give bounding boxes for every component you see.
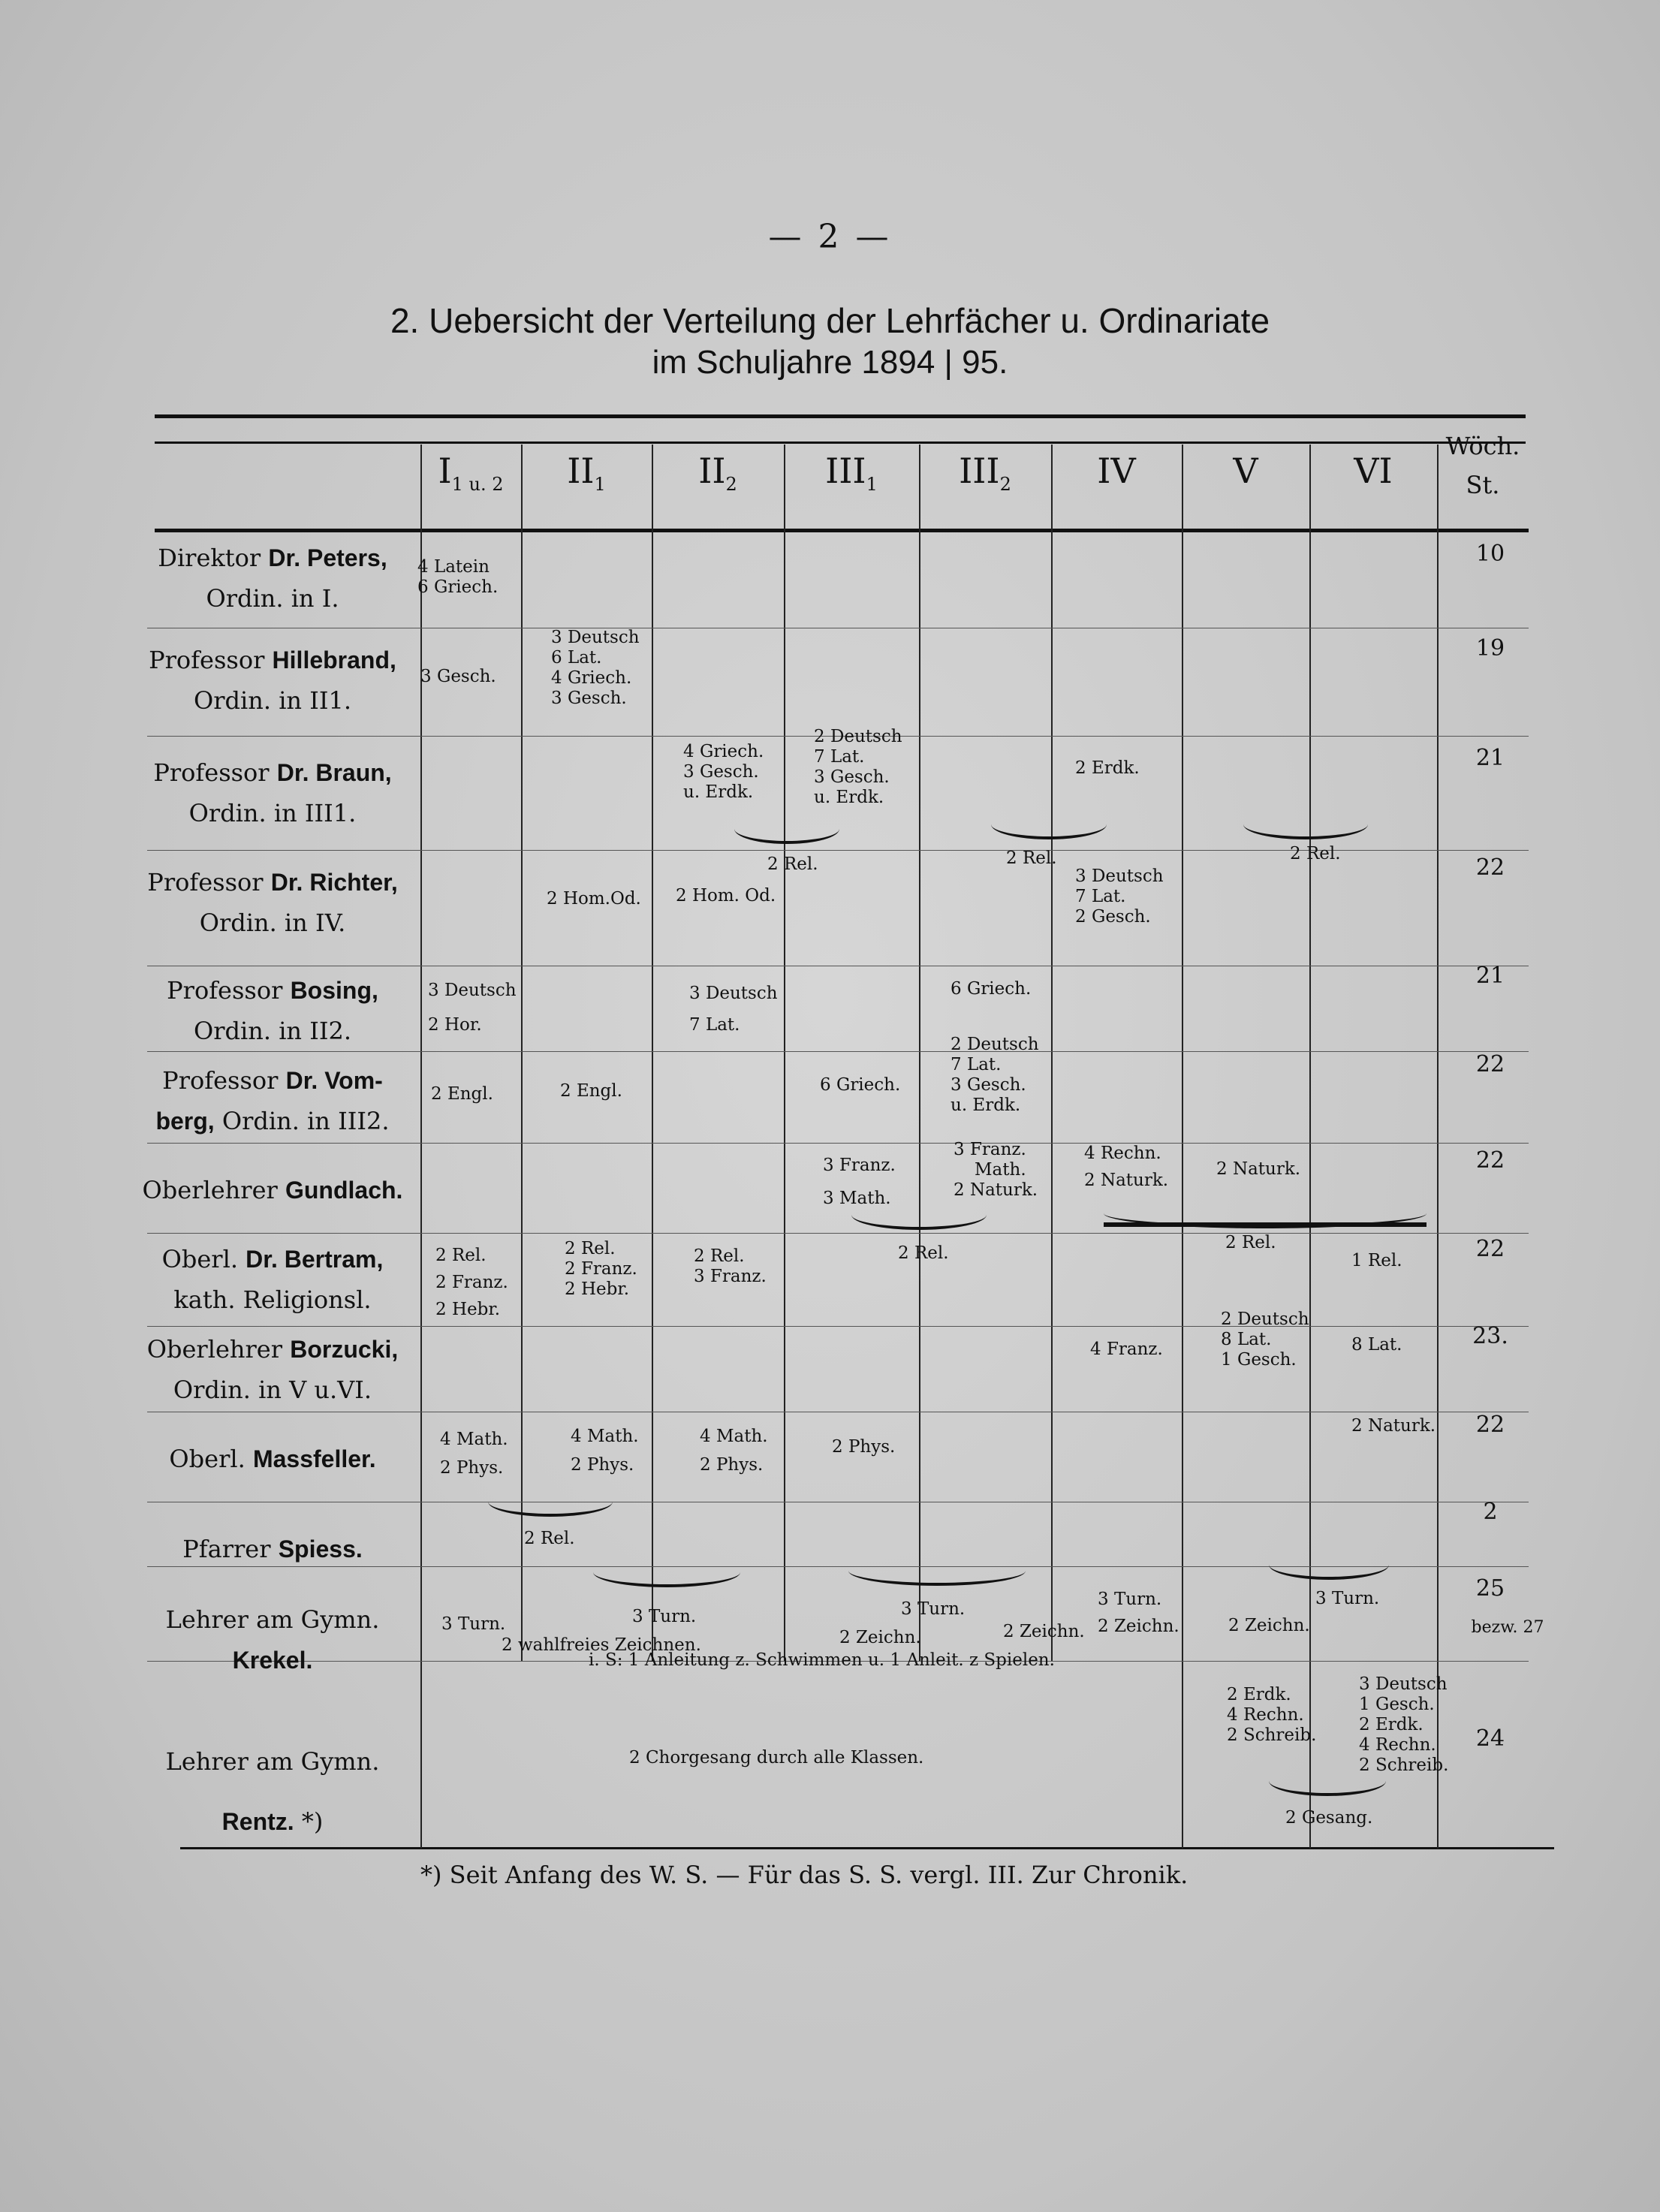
teacher-label-krekel: Lehrer am Gymn. Krekel. [165,1605,380,1674]
cell-braun-c3: 4 Griech. 3 Gesch. u. Erdk. [683,742,764,802]
cell-vomberg-c1: 2 Engl. [431,1084,493,1104]
page-number: — 2 — [768,218,892,256]
cell-richter-c6: 3 Deutsch 7 Lat. 2 Gesch. [1075,866,1164,927]
total-braun: 21 [1475,745,1505,771]
cell-gundlach-c5: 3 Franz. Math. 2 Naturk. [954,1140,1038,1200]
col-rule-3 [784,445,785,1661]
cell-krekel-z5: 2 Zeichn. [1003,1622,1085,1641]
total-peters: 10 [1475,541,1505,567]
total-bertram: 22 [1475,1236,1505,1262]
cell-hillebrand-c2: 3 Deutsch 6 Lat. 4 Griech. 3 Gesch. [551,628,640,708]
total-bosing: 21 [1475,963,1505,989]
cell-krekel-line2: i. S: 1 Anleitung z. Schwimmen u. 1 Anleit. z Spielen. [589,1650,1055,1670]
teacher-label-hillebrand: Professor Hillebrand, Ordin. in II1. [149,646,396,715]
brace-rel-45 [851,1215,987,1230]
cell-borzucki-c7: 2 Deutsch 8 Lat. 1 Gesch. [1221,1309,1309,1370]
brace-rel-12 [488,1502,613,1517]
cell-rentz-gesang: 2 Gesang. [1285,1808,1373,1828]
col-rule-2 [652,445,653,1661]
teacher-label-rentz: Lehrer am Gymn. Rentz. *) [165,1747,380,1836]
teacher-label-richter: Professor Dr. Richter, Ordin. in IV. [147,868,398,937]
cell-bosing-c3: 3 Deutsch 7 Lat. [689,984,778,1035]
cell-krekel-z4: 2 Zeichn. [839,1628,921,1647]
cell-richter-c2: 2 Hom.Od. [547,889,641,909]
total-krekel-alt: bezw. 27 [1471,1618,1544,1637]
cell-rentz-c8: 3 Deutsch 1 Gesch. 2 Erdk. 4 Rechn. 2 Schreib. [1359,1674,1449,1775]
total-massfeller: 22 [1475,1412,1505,1438]
col-header-II-1: $II_1$ [567,451,606,496]
cell-braun-c6: 2 Erdk. [1075,758,1140,778]
teacher-label-spiess: Pfarrer Spiess. [182,1535,363,1563]
col-rule-5 [1051,445,1053,1661]
cell-krekel-t78: 3 Turn. [1315,1589,1380,1608]
teacher-label-massfeller: Oberl. Massfeller. [169,1445,376,1473]
cell-bertram-c8: 1 Rel. [1351,1251,1402,1270]
row-sep [147,1143,1529,1144]
col-header-I-1u2: $I_{1 u. 2}$ [438,451,504,496]
cell-krekel-z7: 2 Zeichn. [1228,1616,1310,1635]
footnote: *) Seit Anfang des W. S. — Für das S. S. vergl. III. Zur Chronik. [420,1861,1189,1889]
cell-rentz-chor: 2 Chorgesang durch alle Klassen. [629,1748,924,1767]
teacher-label-gundlach: Oberlehrer Gundlach. [142,1176,403,1204]
total-borzucki: 23. [1472,1323,1508,1349]
top-rule [155,414,1526,418]
col-rule-6 [1182,445,1183,1849]
cell-spiess-rel12: 2 Rel. [524,1529,575,1548]
total-krekel: 25 [1475,1575,1505,1602]
title-line-1: 2. Uebersicht der Verteilung der Lehrfächer u. Ordinariate [390,301,1270,340]
teacher-label-borzucki: Oberlehrer Borzucki, Ordin. in V u.VI. [146,1335,399,1404]
total-vomberg: 22 [1475,1051,1505,1077]
cell-richter-rel56: 2 Rel. [1006,848,1057,868]
col-header-IV: IV [1097,451,1136,491]
col-header-III-2: $III_2$ [959,451,1011,496]
teacher-label-vomberg: Professor Dr. Vom- berg, Ordin. in III2. [155,1066,390,1135]
cell-massfeller-c4: 2 Phys. [832,1437,896,1457]
cell-bertram-rel45: 2 Rel. [898,1243,949,1263]
col-rule-4 [919,445,920,1661]
cell-massfeller-c3: 4 Math. 2 Phys. [700,1427,768,1475]
total-gundlach: 22 [1475,1147,1505,1174]
total-hillebrand: 19 [1475,635,1505,661]
total-richter: 22 [1475,854,1505,881]
cell-hillebrand-c1: 3 Gesch. [420,667,496,686]
cell-vomberg-c5: 2 Deutsch 7 Lat. 3 Gesch. u. Erdk. [951,1035,1039,1115]
col-rule-1 [521,445,523,1661]
row-sep [147,1233,1529,1234]
brace-turn-45 [848,1571,1026,1586]
teacher-label-bertram: Oberl. Dr. Bertram, kath. Religionsl. [161,1245,384,1314]
cell-peters-c1: 4 Latein 6 Griech. [417,557,499,597]
cell-richter-c3: 2 Hom. Od. [676,886,776,906]
row-sep [147,1051,1529,1052]
cell-richter-rel34: 2 Rel. [767,854,818,874]
cell-gundlach-c6: 4 Rechn. 2 Naturk. [1084,1144,1169,1190]
brace-gesang-78 [1269,1781,1386,1796]
brace-rel-56 [991,824,1107,839]
col-header-III-1: $III_1$ [825,451,878,496]
cell-bosing-c1: 3 Deutsch 2 Hor. [428,981,517,1035]
total-spiess: 2 [1483,1499,1498,1525]
brace-turn-23 [593,1572,740,1587]
title-line-2: im Schuljahre 1894 | 95. [652,344,1008,381]
brace-turn-78 [1269,1565,1389,1580]
cell-krekel-t1: 3 Turn. [441,1614,506,1634]
brace-rel-34 [734,829,839,844]
cell-massfeller-c1: 4 Math. 2 Phys. [440,1430,508,1478]
cell-borzucki-c8: 8 Lat. [1351,1335,1402,1355]
header-rule [155,529,1529,532]
cell-rentz-c7: 2 Erdk. 4 Rechn. 2 Schreib. [1227,1685,1317,1745]
teacher-label-braun: Professor Dr. Braun, Ordin. in III1. [153,758,392,827]
cell-vomberg-c4: 6 Griech. [820,1075,901,1095]
col-header-total: Wöch. St. [1445,432,1520,499]
cell-bertram-c2: 2 Rel. 2 Franz. 2 Hebr. [565,1239,637,1299]
teacher-label-bosing: Professor Bosing, Ordin. in II2. [167,976,378,1045]
brace-rel-78 [1243,824,1368,839]
cell-richter-rel78: 2 Rel. [1290,844,1341,863]
cell-krekel-t6: 3 Turn. 2 Zeichn. [1098,1590,1179,1636]
cell-bertram-c1: 2 Rel. 2 Franz. 2 Hebr. [435,1246,508,1319]
cell-bertram-rel67: 2 Rel. [1225,1233,1276,1252]
col-header-V: V [1233,451,1258,491]
cell-krekel-t45: 3 Turn. [901,1599,966,1619]
col-header-VI: VI [1354,451,1393,491]
cell-krekel-line1: 2 wahlfreies Zeichnen. [502,1635,701,1655]
cell-bertram-c3: 2 Rel. 3 Franz. [694,1246,767,1286]
col-header-II-2: $II_2$ [698,451,737,496]
cell-krekel-t23: 3 Turn. [632,1607,697,1626]
top-rule-2 [155,441,1526,444]
total-rentz: 24 [1475,1725,1505,1752]
cell-gundlach-c4: 3 Franz. 3 Math. [823,1156,896,1208]
cell-bosing-c5: 6 Griech. [951,979,1032,999]
col-rule-0 [420,445,422,1849]
cell-gundlach-c7: 2 Naturk. [1216,1159,1301,1179]
cell-vomberg-c2: 2 Engl. [560,1081,622,1101]
cell-massfeller-c8: 2 Naturk. [1351,1416,1436,1436]
col-rule-8 [1437,445,1439,1849]
cell-massfeller-c2: 4 Math. 2 Phys. [571,1427,639,1475]
row-sep [147,1326,1529,1327]
col-rule-7 [1309,445,1311,1849]
cell-braun-c4: 2 Deutsch 7 Lat. 3 Gesch. u. Erdk. [814,727,902,807]
teacher-label-peters: Direktor Dr. Peters, Ordin. in I. [158,544,387,613]
cell-borzucki-c6: 4 Franz. [1090,1340,1163,1359]
